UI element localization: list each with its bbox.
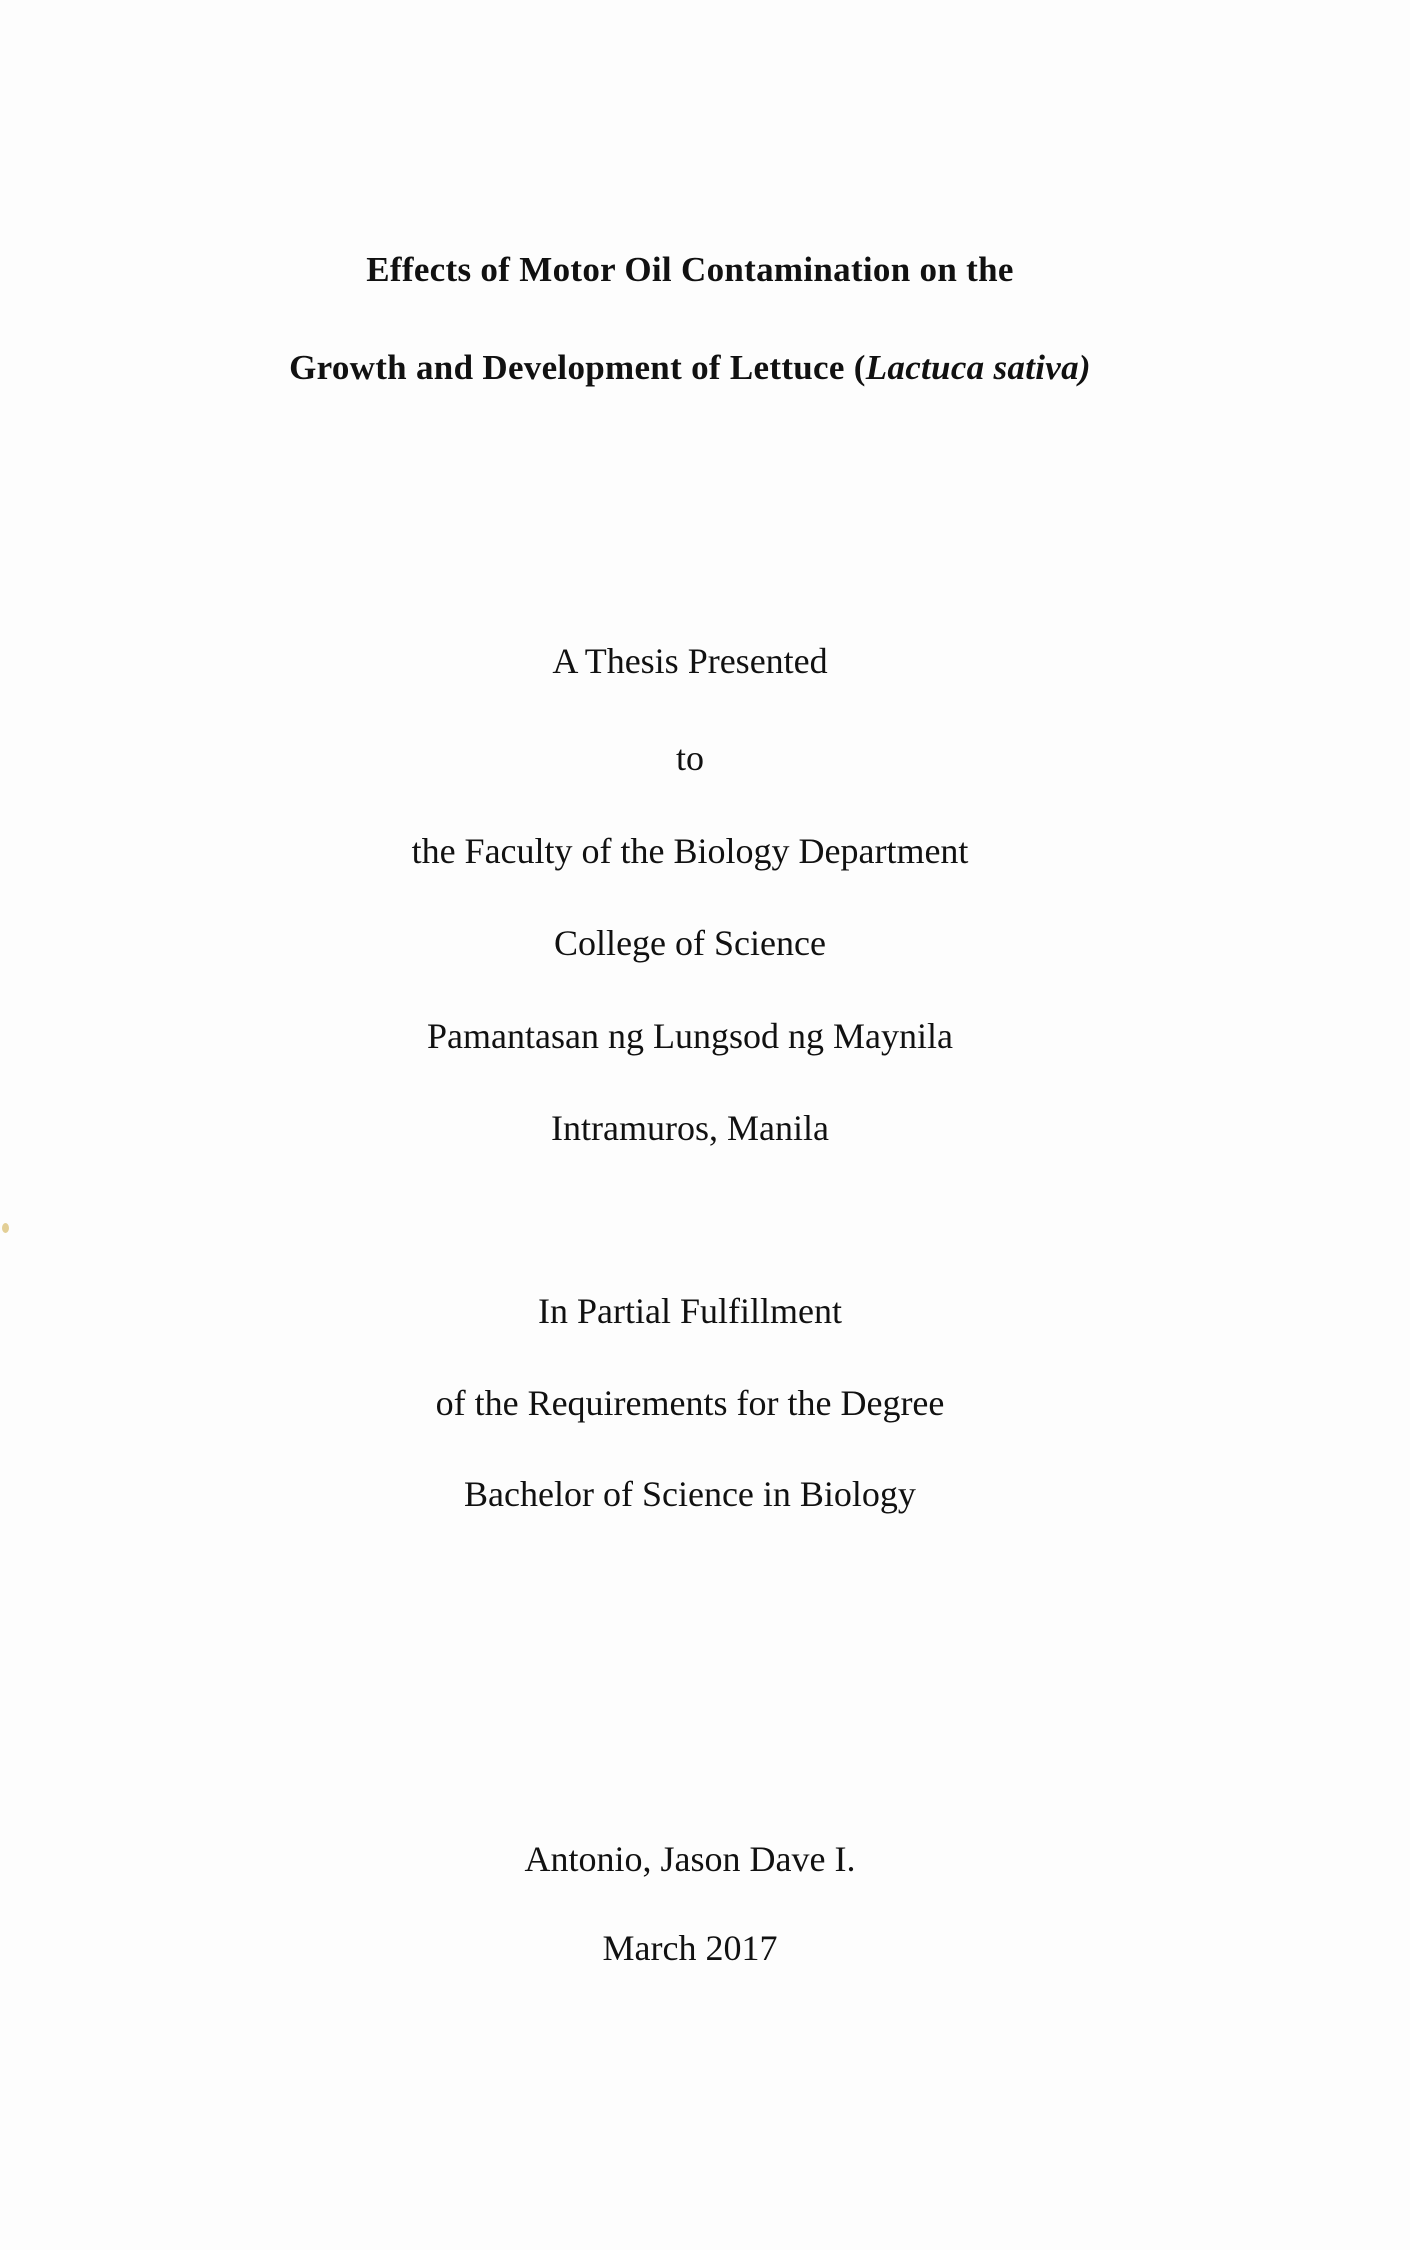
degree-line: Bachelor of Science in Biology [464, 1474, 916, 1514]
title-line-1-text: Effects of Motor Oil Contamination on the [366, 250, 1014, 289]
title-line-2-prefix: Growth and Development of Lettuce ( [289, 348, 866, 387]
title-line-2 [0, 348, 1380, 388]
to-line: to [675, 738, 704, 778]
paper-speck [2, 1223, 9, 1233]
requirements-line: of the Requirements for the Degree [435, 1383, 945, 1423]
author-name: Antonio, Jason Dave I. [524, 1839, 856, 1879]
submission-date: March 2017 [602, 1928, 778, 1968]
thesis-presented-line: A Thesis Presented [552, 641, 828, 681]
species-name: Lactuca sativa) [865, 348, 1091, 387]
faculty-line: the Faculty of the Biology Department [411, 831, 969, 871]
title-line-1 [0, 250, 1380, 290]
college-line: College of Science [554, 923, 826, 963]
partial-fulfillment-line: In Partial Fulfillment [538, 1291, 842, 1331]
university-line: Pamantasan ng Lungsod ng Maynila [427, 1016, 953, 1056]
location-line: Intramuros, Manila [551, 1108, 829, 1148]
